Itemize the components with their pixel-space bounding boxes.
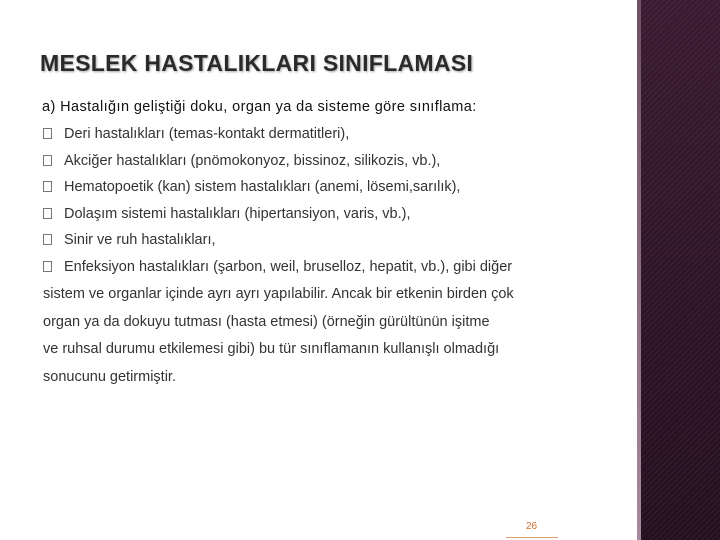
slide-title: MESLEK HASTALIKLARI SINIFLAMASI: [40, 50, 474, 76]
bullet-box-icon: [43, 234, 52, 245]
bullet-item: [43, 230, 613, 257]
bullet-item: [43, 124, 613, 151]
bullet-text: Deri hastalıkları (temas-kontakt dermatitleri),: [64, 126, 350, 142]
bullet-text: Sinir ve ruh hastalıkları,: [64, 232, 216, 248]
bullet-text: Dolaşım sistemi hastalıkları (hipertansiyon, varis, vb.),: [64, 205, 411, 222]
continuation-line: ve ruhsal durumu etkilemesi gibi) bu tür sınıflamanın kullanışlı olmadığı: [43, 341, 500, 357]
bullet-box-icon: [43, 155, 52, 166]
bullet-box-icon: [43, 261, 52, 272]
continuation-line: organ ya da dokuyu tutması (hasta etmesi) (örneğin gürültünün işitme: [43, 313, 490, 330]
decorative-side-panel: [641, 0, 720, 540]
bullet-box-icon: [43, 208, 52, 219]
bullet-box-icon: [43, 128, 52, 139]
bullet-list: [43, 124, 613, 283]
bullet-text: Akciğer hastalıkları (pnömokonyoz, bissinoz, silikozis, vb.),: [64, 152, 441, 169]
bullet-text: Enfeksiyon hastalıkları (şarbon, weil, bruselloz, hepatit, vb.), gibi diğer: [64, 258, 513, 275]
continuation-paragraph: [43, 281, 613, 391]
continuation-line: sistem ve organlar içinde ayrı ayrı yapılabilir. Ancak bir etkenin birden çok: [43, 286, 514, 302]
page-number: 26: [526, 521, 538, 532]
continuation-line: sonucunu getirmiştir.: [43, 368, 176, 385]
bullet-item: [43, 151, 613, 178]
slide-subtitle: a) Hastalığın geliştiği doku, organ ya da sisteme göre sınıflama:: [42, 99, 477, 115]
bullet-box-icon: [43, 181, 52, 192]
bullet-item: [43, 257, 613, 284]
bullet-text: Hematopoetik (kan) sistem hastalıkları (anemi, lösemi,sarılık),: [64, 179, 461, 195]
footer-divider: [506, 537, 558, 538]
bullet-item: [43, 204, 613, 231]
bullet-item: [43, 177, 613, 204]
